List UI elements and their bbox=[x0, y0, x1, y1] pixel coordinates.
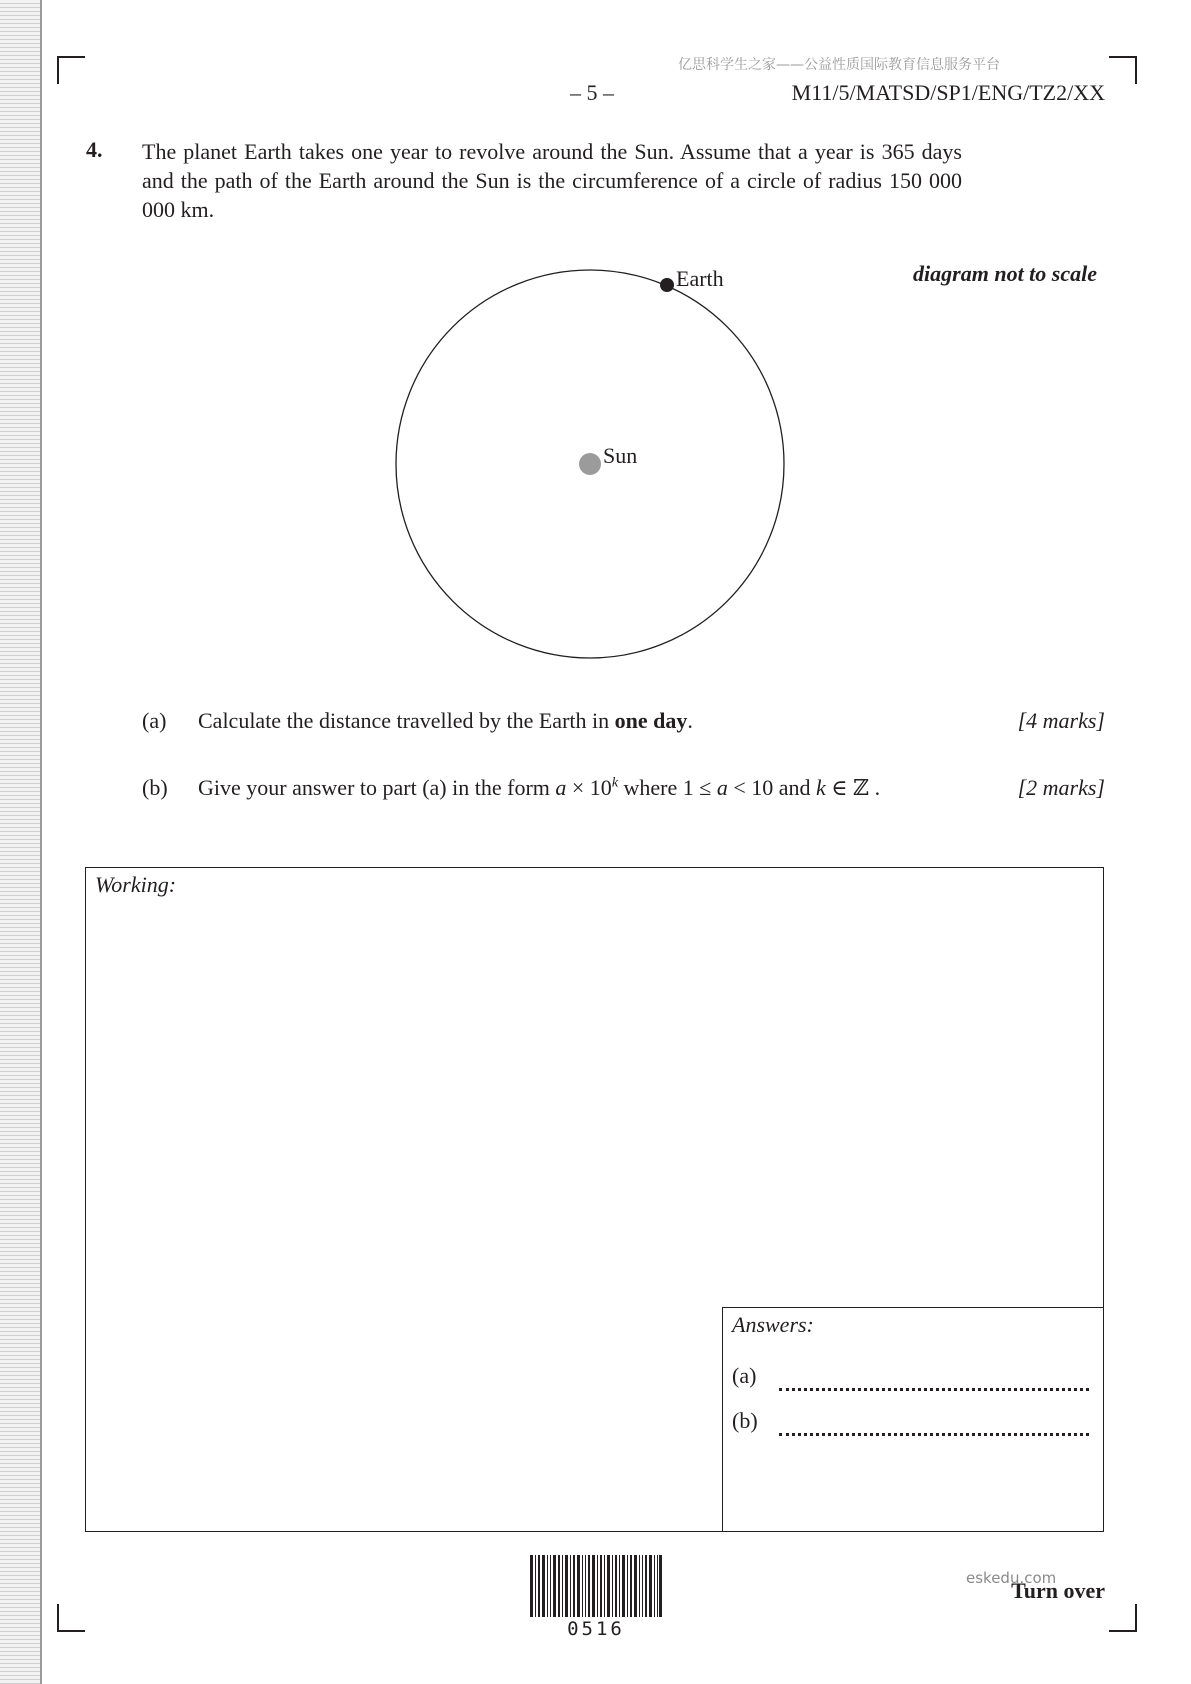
earth-dot bbox=[660, 278, 674, 292]
answers-box bbox=[722, 1307, 1104, 1532]
part-a-text-before: Calculate the distance travelled by the Earth in bbox=[198, 708, 615, 733]
crop-mark-bottom-left bbox=[57, 1604, 85, 1632]
binding-margin bbox=[0, 0, 42, 1684]
part-b-text bbox=[198, 775, 880, 801]
math-times-ten: × 10 bbox=[566, 775, 612, 800]
part-b-text-1: Give your answer to part (a) in the form bbox=[198, 775, 556, 800]
answer-b-label: (b) bbox=[732, 1408, 758, 1433]
part-a-marks: [4 marks] bbox=[1017, 708, 1105, 733]
answer-a-label: (a) bbox=[732, 1363, 757, 1388]
turn-over-label: Turn over bbox=[1011, 1578, 1105, 1603]
paper-code: M11/5/MATSD/SP1/ENG/TZ2/XX bbox=[791, 80, 1105, 105]
crop-mark-top-right bbox=[1109, 56, 1137, 84]
site-watermark: eskedu.com bbox=[966, 1569, 1057, 1587]
working-label: Working: bbox=[95, 872, 177, 897]
earth-label: Earth bbox=[676, 266, 724, 291]
page-number: – 5 – bbox=[570, 80, 614, 105]
crop-mark-top-left bbox=[57, 56, 85, 84]
barcode-number: 0516 bbox=[567, 1618, 625, 1640]
answers-label: Answers: bbox=[732, 1312, 814, 1337]
crop-mark-bottom-right bbox=[1109, 1604, 1137, 1632]
part-b-marks: [2 marks] bbox=[1017, 775, 1105, 800]
orbit-diagram bbox=[380, 250, 820, 670]
part-b-text-2: where 1 ≤ bbox=[618, 775, 717, 800]
part-b-text-3: < 10 and bbox=[727, 775, 817, 800]
answer-a-line[interactable] bbox=[779, 1388, 1089, 1391]
part-b-label: (b) bbox=[142, 775, 168, 800]
part-b-text-4: ∈ ℤ . bbox=[825, 775, 881, 800]
part-a-text-after: . bbox=[687, 708, 693, 733]
header-watermark: 亿思科学生之家——公益性质国际教育信息服务平台 bbox=[678, 57, 1000, 73]
math-exponent-k: k bbox=[611, 775, 619, 791]
question-number: 4. bbox=[86, 137, 103, 162]
sun-dot bbox=[579, 453, 601, 475]
math-var-a-range: a bbox=[716, 775, 728, 800]
math-var-a: a bbox=[555, 775, 567, 800]
barcode bbox=[530, 1555, 662, 1617]
part-a-text-bold: one day bbox=[614, 708, 688, 733]
math-var-k: k bbox=[816, 775, 826, 800]
answer-b-line[interactable] bbox=[779, 1433, 1089, 1436]
part-a-label: (a) bbox=[142, 708, 167, 733]
sun-label: Sun bbox=[603, 443, 638, 468]
part-a-text bbox=[198, 708, 693, 734]
diagram-scale-note: diagram not to scale bbox=[913, 261, 1097, 286]
question-text: The planet Earth takes one year to revolve around the Sun. Assume that a year is 365 days and the path of the Earth around the Sun is the circumference of a circle of radius 150 000 000 km. bbox=[142, 139, 962, 222]
